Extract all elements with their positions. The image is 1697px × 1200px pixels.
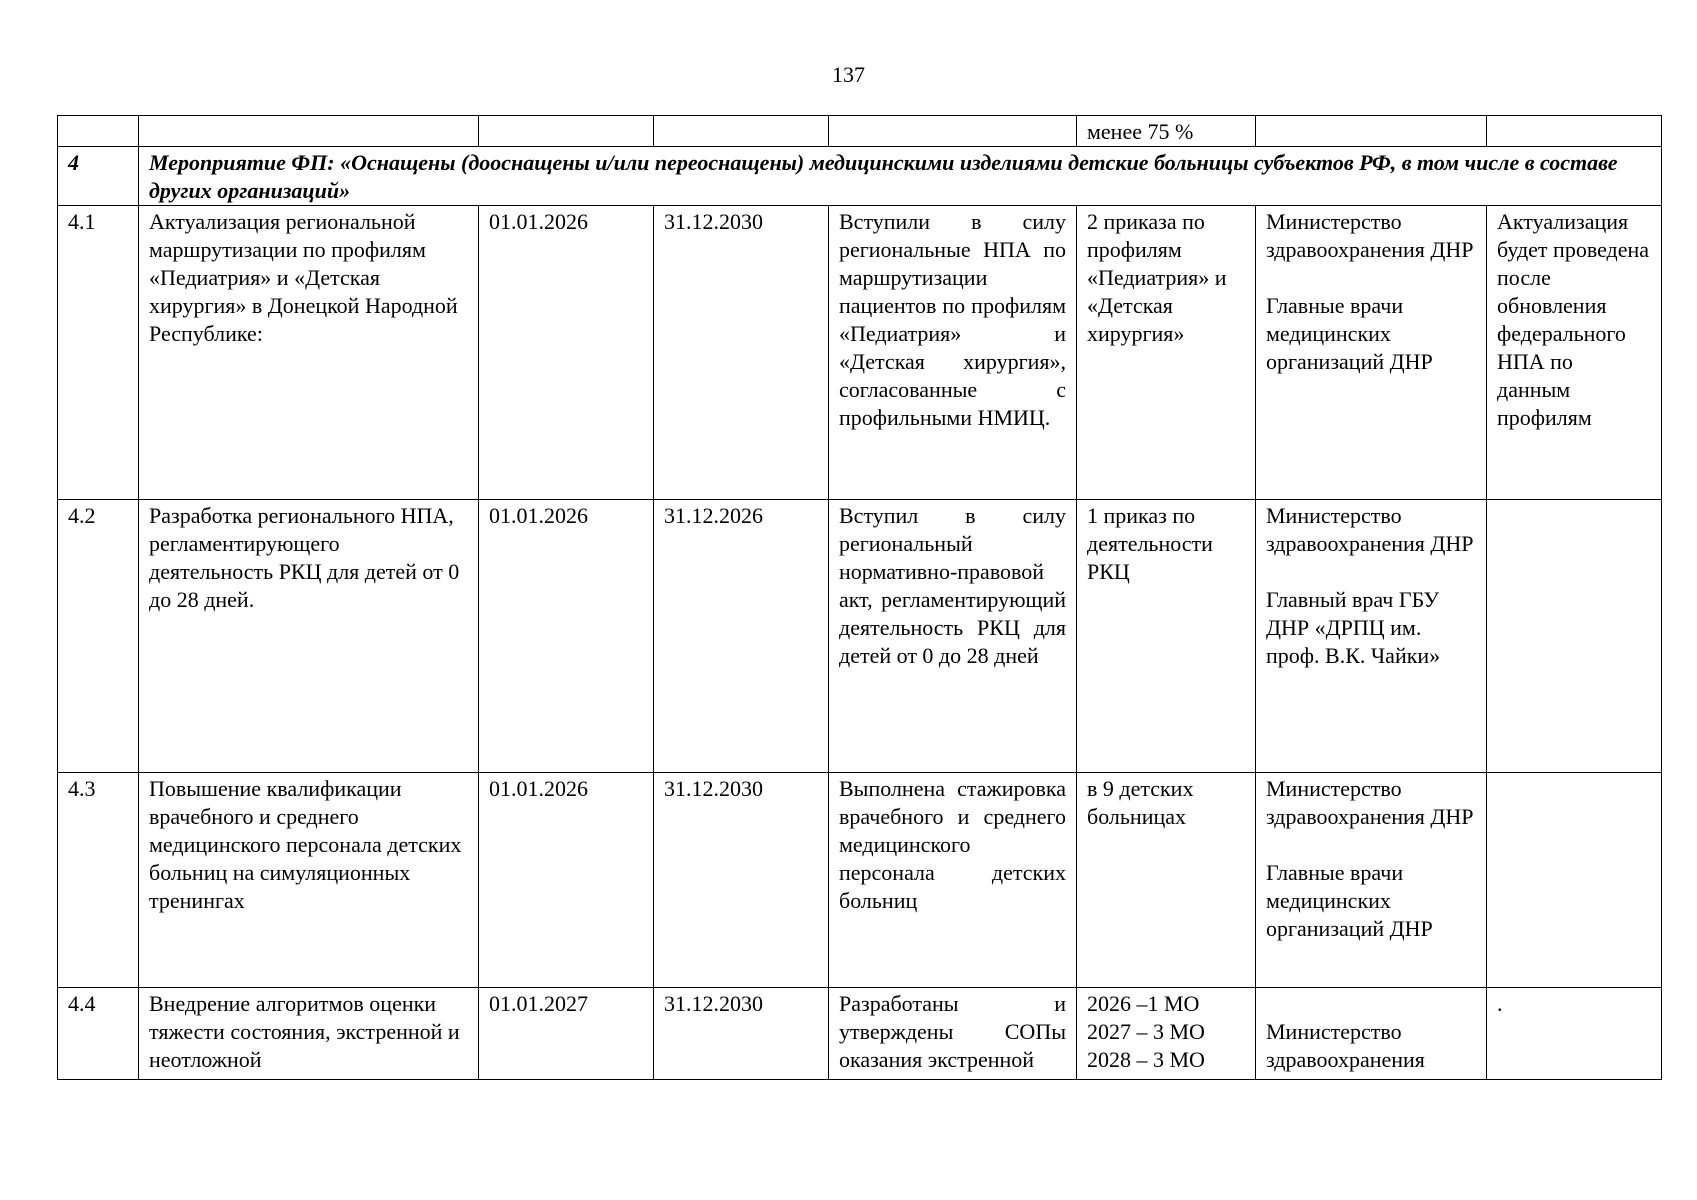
table-row <box>58 500 1662 773</box>
indicator-line: 2028 – 3 МО <box>1087 1047 1205 1072</box>
cell-empty <box>1256 116 1487 147</box>
responsible-primary: Министерство здравоохранения ДНР <box>1266 776 1474 829</box>
cell-empty <box>479 116 654 147</box>
table-row <box>58 206 1662 500</box>
row-number: 4.1 <box>58 206 139 500</box>
row-end-date: 31.12.2030 <box>654 773 829 988</box>
row-number: 4.4 <box>58 988 139 1080</box>
responsible-primary: Министерство здравоохранения <box>1266 1019 1425 1072</box>
row-activity: Внедрение алгоритмов оценки тяжести состояния, экстренной и неотложной <box>139 988 479 1080</box>
row-responsible <box>1256 773 1487 988</box>
row-number: 4.3 <box>58 773 139 988</box>
section-title: Мероприятие ФП: «Оснащены (дооснащены и/или переоснащены) медицинскими изделиями детские больницы субъектов РФ, в том числе в составе других организаций» <box>139 147 1662 206</box>
row-start-date: 01.01.2026 <box>479 206 654 500</box>
row-responsible <box>1256 500 1487 773</box>
indicator-line: 2027 – 3 МО <box>1087 1019 1205 1044</box>
row-end-date: 31.12.2030 <box>654 206 829 500</box>
responsible-primary: Министерство здравоохранения ДНР <box>1266 503 1474 556</box>
indicator-line: 2026 –1 МО <box>1087 991 1200 1016</box>
row-start-date: 01.01.2026 <box>479 500 654 773</box>
table-row <box>58 773 1662 988</box>
row-result: Вступили в силу региональные НПА по маршрутизации пациентов по профилям «Педиатрия» и «Детская хирургия», согласованные с профильными НМИЦ. <box>829 206 1077 500</box>
cell-empty <box>139 116 479 147</box>
row-indicator: 1 приказ по деятельности РКЦ <box>1077 500 1256 773</box>
row-activity: Актуализация региональной маршрутизации по профилям «Педиатрия» и «Детская хирургия» в Донецкой Народной Республике: <box>139 206 479 500</box>
row-indicator: в 9 детских больницах <box>1077 773 1256 988</box>
row-result: Выполнена стажировка врачебного и среднего медицинского персонала детских больниц <box>829 773 1077 988</box>
cell-empty <box>654 116 829 147</box>
row-indicator <box>1077 988 1256 1080</box>
cell-indicator: менее 75 % <box>1077 116 1256 147</box>
row-activity: Повышение квалификации врачебного и среднего медицинского персонала детских больниц на симуляционных тренингах <box>139 773 479 988</box>
responsible-primary: Министерство здравоохранения ДНР <box>1266 209 1474 262</box>
row-note: Актуализация будет проведена после обновления федерального НПА по данным профилям <box>1487 206 1662 500</box>
page-number: 137 <box>832 62 865 87</box>
row-number: 4.2 <box>58 500 139 773</box>
row-start-date: 01.01.2026 <box>479 773 654 988</box>
plan-table <box>57 115 1662 1080</box>
row-responsible <box>1256 206 1487 500</box>
row-note: . <box>1487 988 1662 1080</box>
row-end-date: 31.12.2030 <box>654 988 829 1080</box>
row-activity: Разработка регионального НПА, регламентирующего деятельность РКЦ для детей от 0 до 28 дней. <box>139 500 479 773</box>
row-start-date: 01.01.2027 <box>479 988 654 1080</box>
responsible-secondary: Главные врачи медицинских организаций ДНР <box>1266 293 1433 374</box>
row-indicator: 2 приказа по профилям «Педиатрия» и «Детская хирургия» <box>1077 206 1256 500</box>
row-responsible <box>1256 988 1487 1080</box>
section-number: 4 <box>58 147 139 206</box>
row-result: Вступил в силу региональный нормативно-правовой акт, регламентирующий деятельность РКЦ для детей от 0 до 28 дней <box>829 500 1077 773</box>
responsible-secondary: Главный врач ГБУ ДНР «ДРПЦ им. проф. В.К. Чайки» <box>1266 587 1441 668</box>
cell-empty <box>829 116 1077 147</box>
cell-empty <box>58 116 139 147</box>
row-result: Разработаны и утверждены СОПы оказания экстренной <box>829 988 1077 1080</box>
row-note <box>1487 773 1662 988</box>
cell-empty <box>1487 116 1662 147</box>
section-row <box>58 147 1662 206</box>
responsible-secondary: Главные врачи медицинских организаций ДНР <box>1266 860 1433 941</box>
table-row-continuation <box>58 116 1662 147</box>
table-row <box>58 988 1662 1080</box>
row-end-date: 31.12.2026 <box>654 500 829 773</box>
row-note <box>1487 500 1662 773</box>
